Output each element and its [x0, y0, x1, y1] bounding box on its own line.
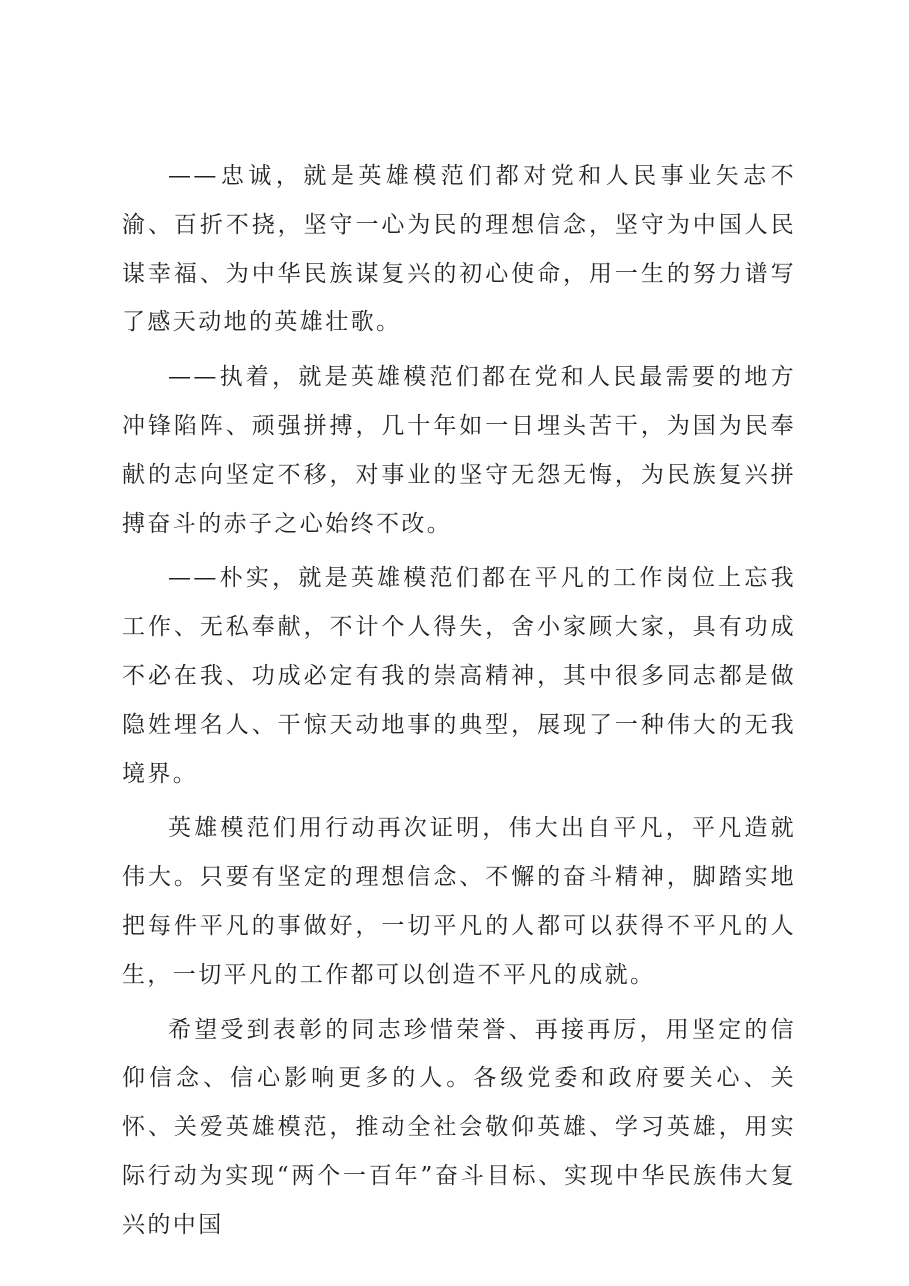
paragraph-loyalty: ——忠诚，就是英雄模范们都对党和人民事业矢志不渝、百折不挠，坚守一心为民的理想信念，坚守为中国人民谋幸福、为中华民族谋复兴的初心使命，用一生的努力谱写了感天动地的英雄壮歌。	[122, 163, 796, 336]
paragraph-hopes: 希望受到表彰的同志珍惜荣誉、再接再厉，用坚定的信仰信念、信心影响更多的人。各级党委和政府要关心、关怀、关爱英雄模范，推动全社会敬仰英雄、学习英雄，用实际行动为实现“两个一百年”奋斗目标、实现中华民族伟大复兴的中国	[122, 1016, 796, 1238]
paragraph-simplicity: ——朴实，就是英雄模范们都在平凡的工作岗位上忘我工作、无私奉献，不计个人得失，舍小家顾大家，具有功成不必在我、功成必定有我的崇高精神，其中很多同志都是做隐姓埋名人、干惊天动地事的典型，展现了一种伟大的无我境界。	[122, 565, 796, 787]
paragraph-greatness-from-ordinary: 英雄模范们用行动再次证明，伟大出自平凡，平凡造就伟大。只要有坚定的理想信念、不懈的奋斗精神，脚踏实地把每件平凡的事做好，一切平凡的人都可以获得不平凡的人生，一切平凡的工作都可以创造不平凡的成就。	[122, 815, 796, 988]
document-body	[122, 152, 796, 1250]
paragraph-persistence: ——执着，就是英雄模范们都在党和人民最需要的地方冲锋陷阵、顽强拼搏，几十年如一日埋头苦干，为国为民奉献的志向坚定不移，对事业的坚守无怨无悔，为民族复兴拼搏奋斗的赤子之心始终不改。	[122, 364, 796, 537]
